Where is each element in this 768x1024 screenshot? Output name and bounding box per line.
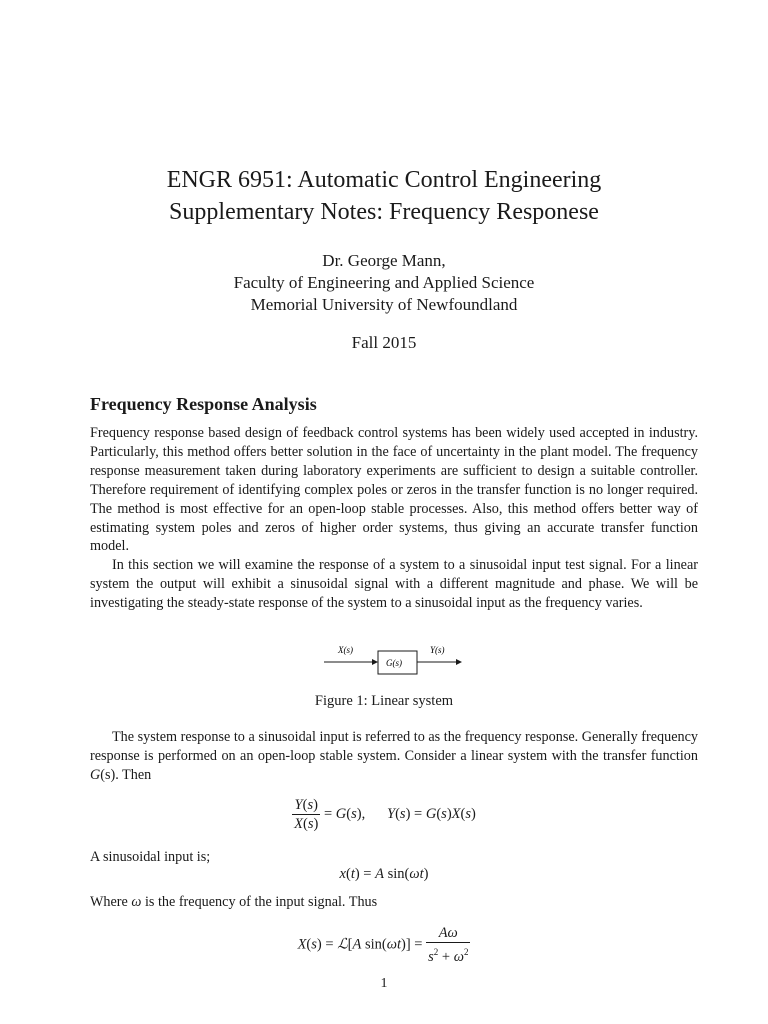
- output-signal-label: Y(s): [430, 645, 445, 655]
- equation-sinusoidal-input: x(t) = A sin(ωt): [339, 866, 429, 882]
- author-university: Memorial University of Newfoundland: [250, 295, 518, 314]
- paragraph-frequency-response-text: The system response to a sinusoidal input is referred to as the frequency response. Generally frequency response is performed on an open-loop stable system. Consider a linear system with the transfer function: [90, 729, 698, 764]
- input-arrowhead: [372, 659, 378, 665]
- figure-caption: Figure 1: Linear system: [314, 693, 454, 709]
- paragraph-frequency-response-tail: (s). Then: [100, 766, 152, 783]
- paragraph-where-omega: [90, 893, 698, 912]
- omega-symbol: ω: [131, 894, 142, 910]
- where-text-tail: is the frequency of the input signal. Thus: [141, 894, 378, 910]
- transfer-function-symbol: G: [90, 766, 101, 783]
- author-faculty: Faculty of Engineering and Applied Science: [233, 273, 535, 292]
- paragraph-sinusoidal-test: In this section we will examine the response of a system to a sinusoidal input test signal. For a linear system the output will exhibit a sinusoidal signal with a different magnitude and phase. We will be investigating the steady-state response of the system to a sinusoidal input as the frequency varies.: [90, 557, 698, 611]
- paragraph-intro: Frequency response based design of feedback control systems has been widely used accepted in industry. Particularly, this method offers better solution in the face of uncertainty in the plant model. The frequency response measurement taken during laboratory experiments are sufficient to design a suitable controller. Therefore requirement of identifying complex poles or zeros in the transfer function is no longer required. The method is most effective for an open-loop stable processes. Also, this method offers better way of estimating system poles and zeros of higher order systems, thus giving an accurate transfer function model.: [90, 425, 698, 555]
- page-number: 1: [380, 976, 388, 991]
- document-title-line-1: ENGR 6951: Automatic Control Engineering: [166, 167, 602, 193]
- section-heading: Frequency Response Analysis: [90, 394, 317, 414]
- block-transfer-label: G(s): [386, 658, 402, 668]
- input-signal-label: X(s): [338, 645, 353, 655]
- equation-transfer-function: $\frac{Y(s)}{X(s)}$ = G(s), Y(s) = G(s)X(s): [294, 797, 476, 832]
- output-arrowhead: [456, 659, 462, 665]
- paragraph-frequency-response: [90, 728, 698, 785]
- linear-system-block-diagram: [320, 642, 470, 682]
- document-title-line-2: Supplementary Notes: Frequency Responese: [169, 199, 599, 225]
- sinusoidal-input-label: A sinusoidal input is;: [90, 849, 211, 865]
- author-name: Dr. George Mann,: [322, 251, 446, 270]
- document-term: Fall 2015: [351, 333, 417, 352]
- where-text: Where: [90, 894, 132, 910]
- equation-laplace-sinusoid: X(s) = ℒ[A sin(ωt)] = $\frac{A\omega}{s^2 + \omega^2}$: [297, 925, 469, 965]
